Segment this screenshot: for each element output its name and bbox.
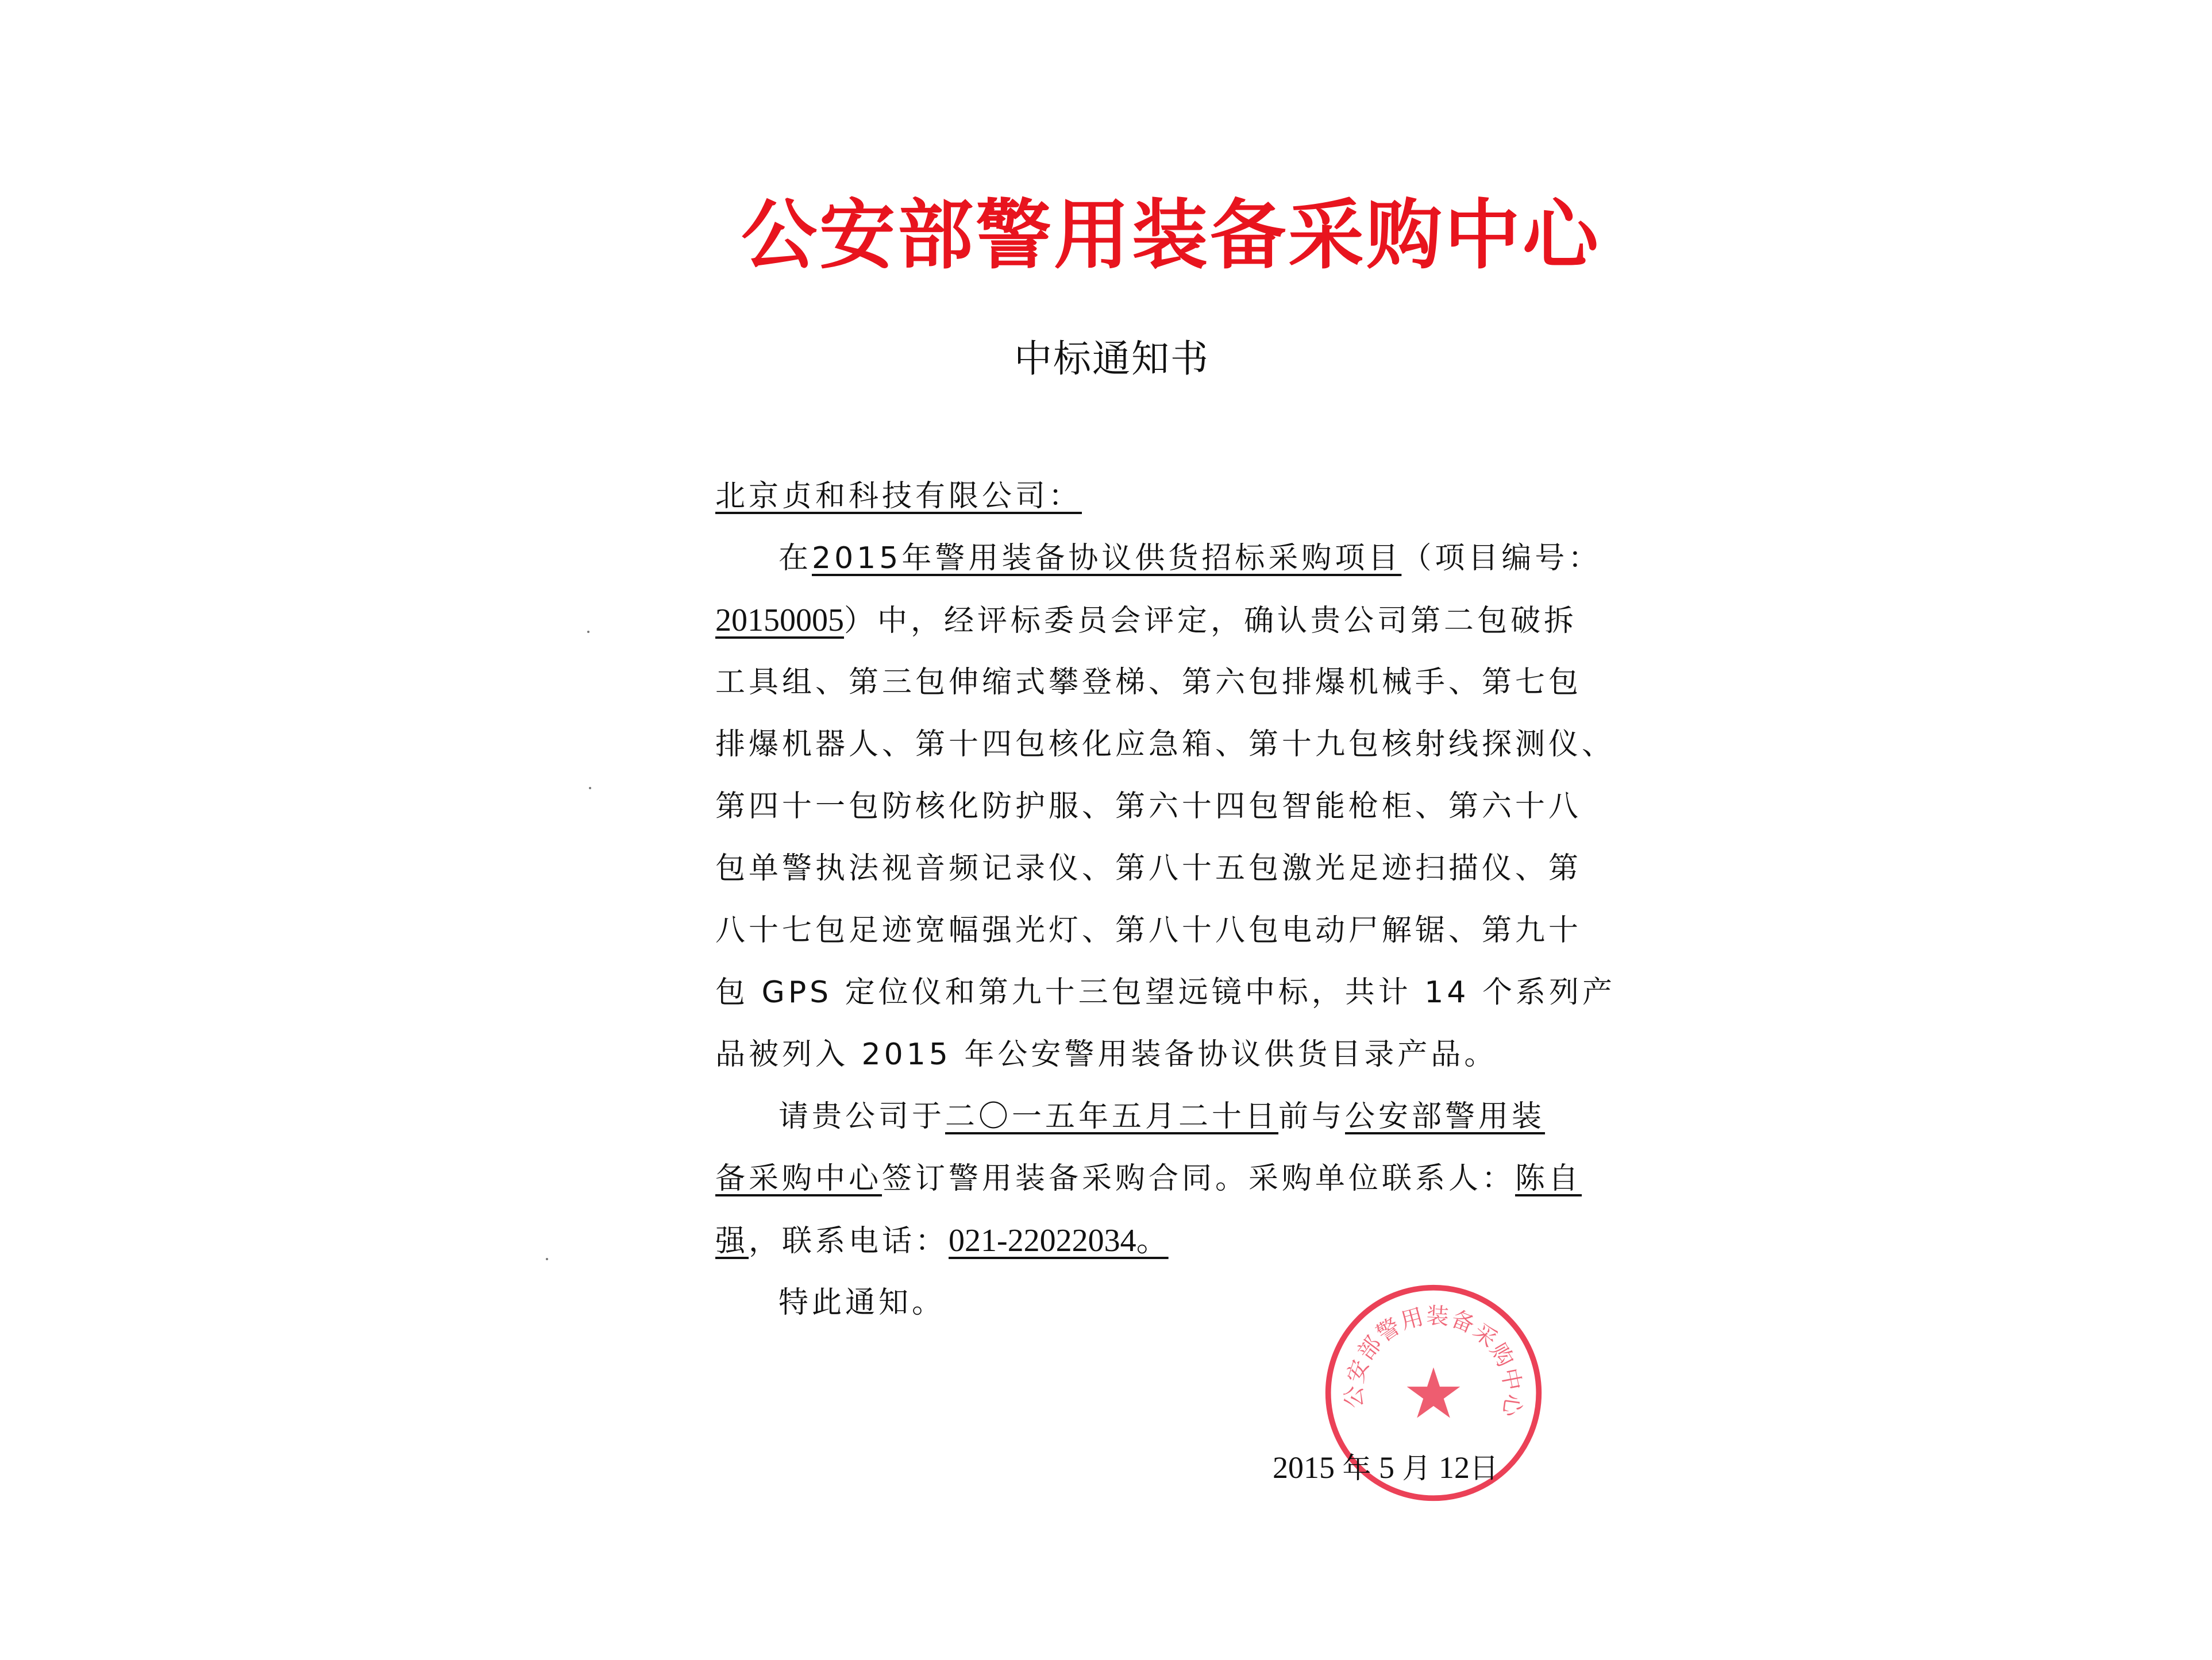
project-code: 20150005: [715, 603, 844, 638]
project-code-label: （项目编号：: [1401, 541, 1602, 576]
project-name: 2015年警用装备协议供货招标采购项目: [812, 541, 1402, 576]
mid-text: 前与: [1278, 1099, 1346, 1134]
lead-text: 在: [779, 541, 812, 576]
letter-body: [715, 465, 1616, 1334]
document-title: 中标通知书: [1014, 337, 1209, 381]
paragraph1-line2: [715, 589, 1578, 651]
scan-speck: [546, 1258, 548, 1260]
paragraph1-line7: 八十七包足迹宽幅强光灯、第八十八包电动尸解锯、第九十: [715, 913, 1582, 948]
paragraph1-line3: 工具组、第三包伸缩式攀登梯、第六包排爆机械手、第七包: [715, 665, 1582, 700]
counterparty: 公安部警用装: [1345, 1099, 1546, 1134]
paragraph2-line2: [715, 1148, 1582, 1210]
closing-line: 特此通知。: [779, 1285, 946, 1320]
organization-letterhead: 公安部警用装备采购中心: [741, 191, 1601, 280]
addressee: 北京贞和科技有限公司：: [715, 479, 1082, 514]
issue-date: [1273, 1447, 1498, 1488]
scan-speck: [587, 631, 589, 633]
phone-number: 021-22022034。: [949, 1223, 1169, 1258]
contact-name: 陈自: [1515, 1161, 1582, 1196]
paragraph1-line4: 排爆机器人、第十四包核化应急箱、第十九包核射线探测仪、: [715, 727, 1616, 762]
paragraph2-line3: [715, 1210, 1540, 1272]
addressee-line: [715, 465, 1540, 527]
phone-label: ，联系电话：: [749, 1224, 949, 1258]
paragraph1-line6: 包单警执法视音频记录仪、第八十五包激光足迹扫描仪、第: [715, 851, 1582, 886]
contact-name-cont: 强: [715, 1224, 749, 1258]
scan-speck: [589, 787, 591, 789]
paragraph1-line9: 品被列入 2015 年公安警用装备协议供货目录产品。: [715, 1037, 1498, 1072]
date-month: 5: [1379, 1450, 1394, 1485]
lead-text: 请贵公司于: [779, 1099, 946, 1134]
paragraph1-line1: [715, 527, 1602, 589]
paragraph2-line1: [715, 1086, 1546, 1148]
date-day-unit: 日: [1470, 1451, 1498, 1485]
paragraph1-line5: 第四十一包防核化防护服、第六十四包智能枪柜、第六十八: [715, 789, 1582, 824]
body-text: ）中，经评标委员会评定，确认贵公司第二包破拆: [844, 604, 1578, 638]
deadline-date: 二〇一五年五月二十日: [945, 1099, 1279, 1134]
body-text: 签订警用装备采购合同。采购单位联系人：: [882, 1161, 1516, 1196]
counterparty-cont: 备采购中心: [715, 1161, 883, 1196]
seal-text: 公安部警用装备采购中心: [1341, 1303, 1527, 1420]
paragraph1-line8: 包 GPS 定位仪和第九十三包望远镜中标，共计 14 个系列产: [715, 975, 1616, 1010]
date-year-unit: 年: [1342, 1451, 1371, 1485]
date-month-unit: 月: [1402, 1451, 1431, 1485]
date-year: 2015: [1273, 1450, 1335, 1485]
date-day: 12: [1439, 1450, 1470, 1485]
star-icon: ★: [1402, 1353, 1465, 1434]
